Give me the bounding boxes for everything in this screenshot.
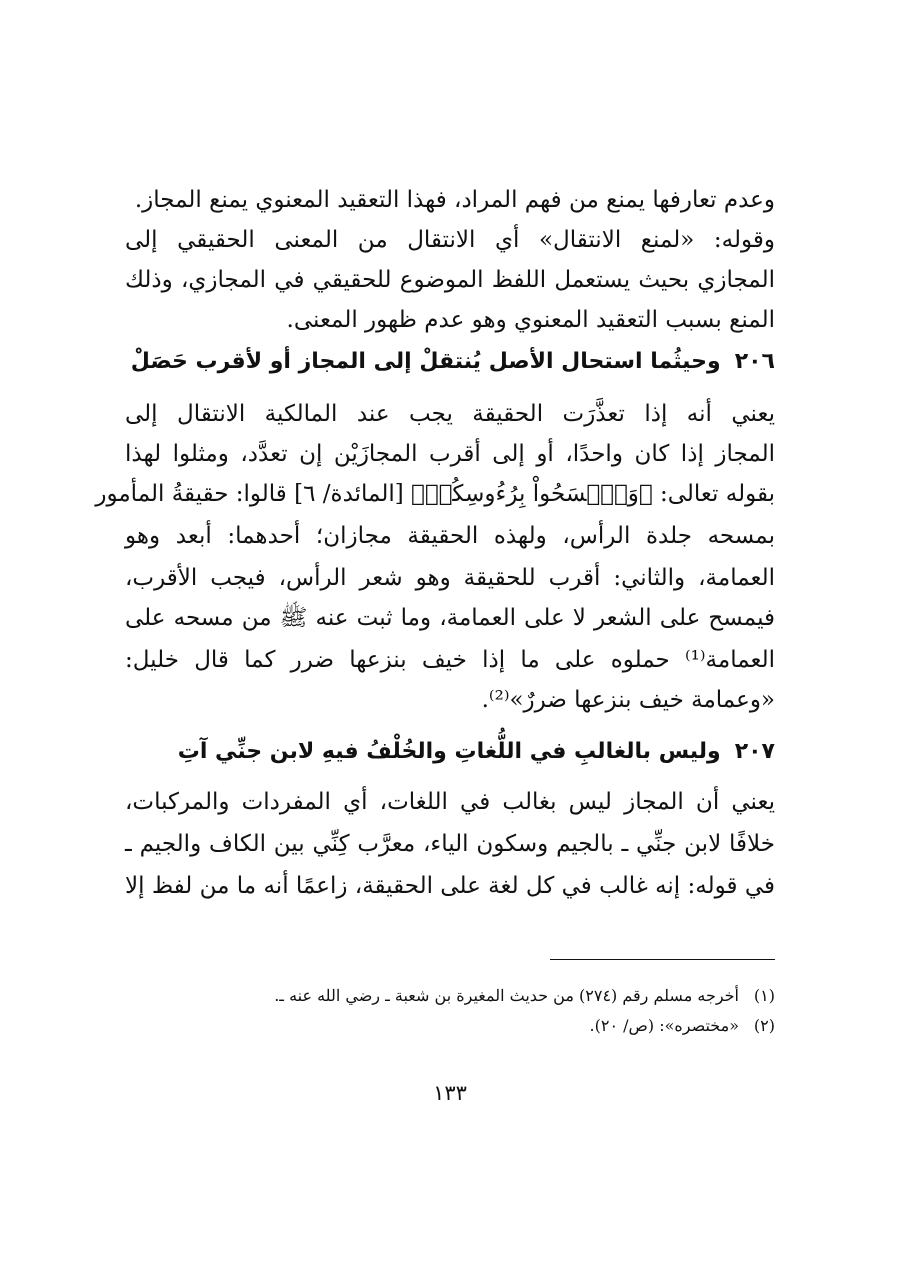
body-line: بمسحه جلدة الرأس، ولهذه الحقيقة مجازان؛ أحدهما: أبعد وهو (125, 523, 775, 549)
body-line: العمامة⁽¹⁾ حملوه على ما إذا خيف بنزعها ضرر كما قال خليل: (125, 647, 775, 673)
body-line: المجاز إذا كان واحدًا، أو إلى أقرب المجازَيْن إن تعدَّد، ومثلوا لهذا (125, 441, 775, 467)
footnote-text: «مختصره»: (ص/ ٢٠). (589, 1016, 739, 1035)
footnote-number: (١) (753, 986, 775, 1005)
body-line: العمامة، والثاني: أقرب للحقيقة وهو شعر الرأس، فيجب الأقرب، (125, 565, 775, 591)
body-line: المنع بسبب التعقيد المعنوي وهو عدم ظهور المعنى. (286, 307, 775, 333)
footnote (125, 1012, 775, 1040)
body-line: يعني أنه إذا تعذَّرَت الحقيقة يجب عند المالكية الانتقال إلى (125, 401, 775, 427)
footnote-number: (٢) (753, 1016, 775, 1035)
body-line: بقوله تعالى: ﴿وَٱمۡسَحُواْ بِرُءُوسِكُمۡ﴾ [المائدة/ ٦] قالوا: حقيقةُ المأمور (95, 481, 775, 507)
body-line: فيمسح على الشعر لا على العمامة، وما ثبت عنه ﷺ من مسحه على (125, 605, 775, 631)
verse-207 (125, 732, 775, 772)
page-number: ١٣٣ (433, 1081, 467, 1105)
verse-number: ٢٠٦ (734, 349, 775, 374)
body-line: خلافًا لابن جنِّي ـ بالجيم وسكون الياء، معرَّب كِنِّي بين الكاف والجيم ـ (125, 831, 775, 857)
footnote-separator (550, 959, 775, 960)
verse-206 (125, 342, 775, 382)
body-line: وعدم تعارفها يمنع من فهم المراد، فهذا التعقيد المعنوي يمنع المجاز. (134, 187, 775, 213)
verse-text: وحيثُما استحال الأصل يُنتقلْ إلى المجاز أو لأقرب حَصَلْ (130, 349, 721, 374)
body-line: المجازي بحيث يستعمل اللفظ الموضوع للحقيقي في المجازي، وذلك (125, 267, 775, 293)
book-page (95, 170, 775, 1190)
body-line: «وعمامة خيف بنزعها ضررٌ»⁽²⁾. (481, 687, 775, 713)
footnote (125, 982, 775, 1010)
verse-text: وليس بالغالبِ في اللُّغاتِ والخُلْفُ فيهِ لابن جنِّي آتِ (177, 739, 721, 764)
body-line: وقوله: «لمنع الانتقال» أي الانتقال من المعنى الحقيقي إلى (125, 227, 775, 253)
footnote-text: أخرجه مسلم رقم (٢٧٤) من حديث المغيرة بن شعبة ـ رضي الله عنه ـ. (274, 986, 739, 1005)
body-line: يعني أن المجاز ليس بغالب في اللغات، أي المفردات والمركبات، (125, 789, 775, 815)
body-line: في قوله: إنه غالب في كل لغة على الحقيقة، زاعمًا أنه ما من لفظ إلا (125, 873, 775, 899)
verse-number: ٢٠٧ (734, 739, 775, 764)
